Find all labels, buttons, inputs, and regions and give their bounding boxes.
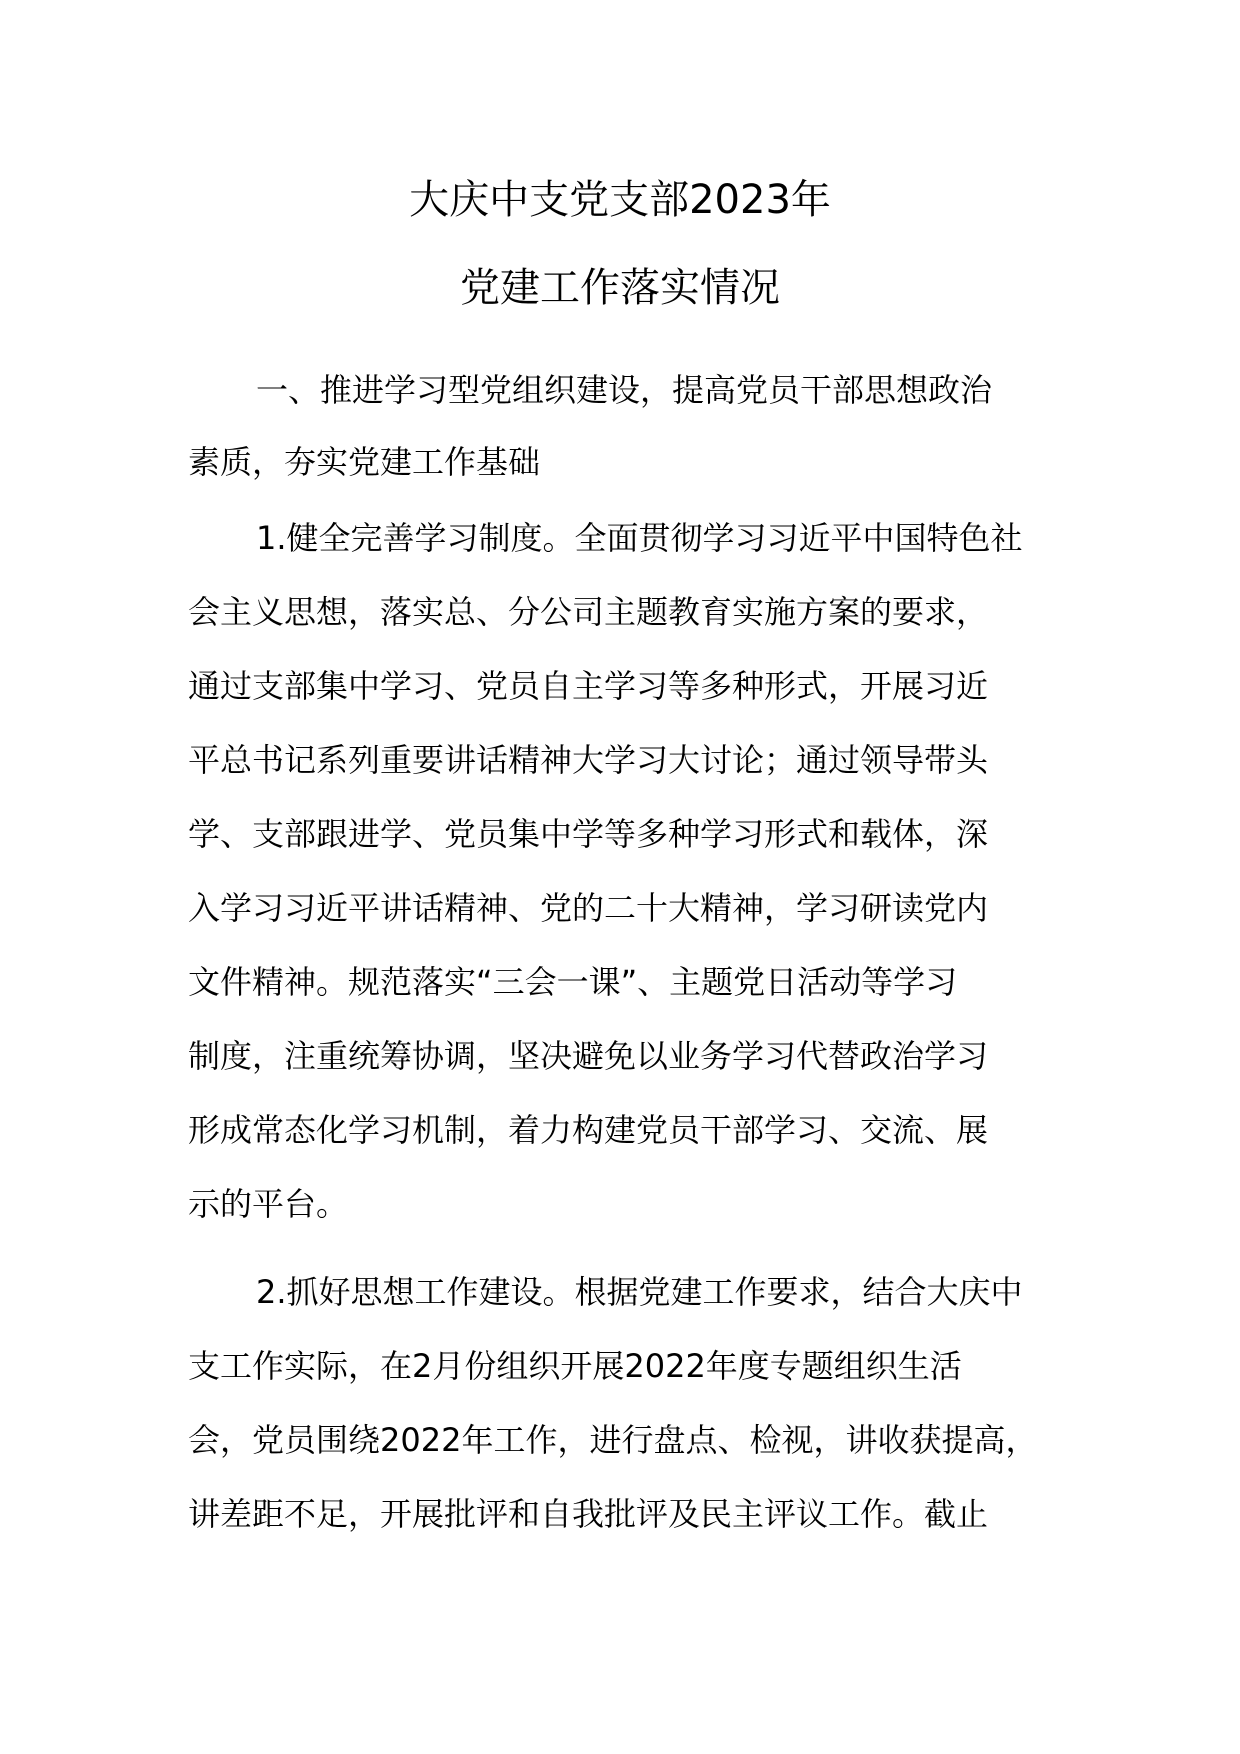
paragraph-line: 示的平台。 <box>188 1185 349 1223</box>
paragraph-line: 形成常态化学习机制，着力构建党员干部学习、交流、展 <box>188 1111 989 1149</box>
paragraph-line: 支工作实际，在2月份组织开展2022年度专题组织生活 <box>188 1347 962 1385</box>
paragraph-line: 制度，注重统筹协调，坚决避免以业务学习代替政治学习 <box>188 1037 989 1075</box>
paragraph-line: 学、支部跟进学、党员集中学等多种学习形式和载体，深 <box>188 815 989 853</box>
paragraph-line: 平总书记系列重要讲话精神大学习大讨论；通过领导带头 <box>188 741 989 779</box>
paragraph-line: 1.健全完善学习制度。全面贯彻学习习近平中国特色社 <box>256 519 1023 557</box>
paragraph-line: 文件精神。规范落实“三会一课”、主题党日活动等学习 <box>188 963 958 1001</box>
paragraph-line: 会，党员围绕2022年工作，进行盘点、检视，讲收获提高， <box>188 1421 1038 1459</box>
paragraph-line: 入学习习近平讲话精神、党的二十大精神，学习研读党内 <box>188 889 989 927</box>
section-heading-line: 一、推进学习型党组织建设，提高党员干部思想政治 <box>256 371 993 409</box>
paragraph-line: 通过支部集中学习、党员自主学习等多种形式，开展习近 <box>188 667 989 705</box>
document-title-line-2: 党建工作落实情况 <box>460 265 780 311</box>
paragraph-line: 2.抓好思想工作建设。根据党建工作要求，结合大庆中 <box>256 1273 1023 1311</box>
document-title-line-1: 大庆中支党支部2023年 <box>409 177 831 223</box>
section-heading-line: 素质，夯实党建工作基础 <box>188 443 541 481</box>
paragraph-line: 讲差距不足，开展批评和自我批评及民主评议工作。截止 <box>188 1495 989 1533</box>
paragraph-line: 会主义思想，落实总、分公司主题教育实施方案的要求， <box>188 593 989 631</box>
